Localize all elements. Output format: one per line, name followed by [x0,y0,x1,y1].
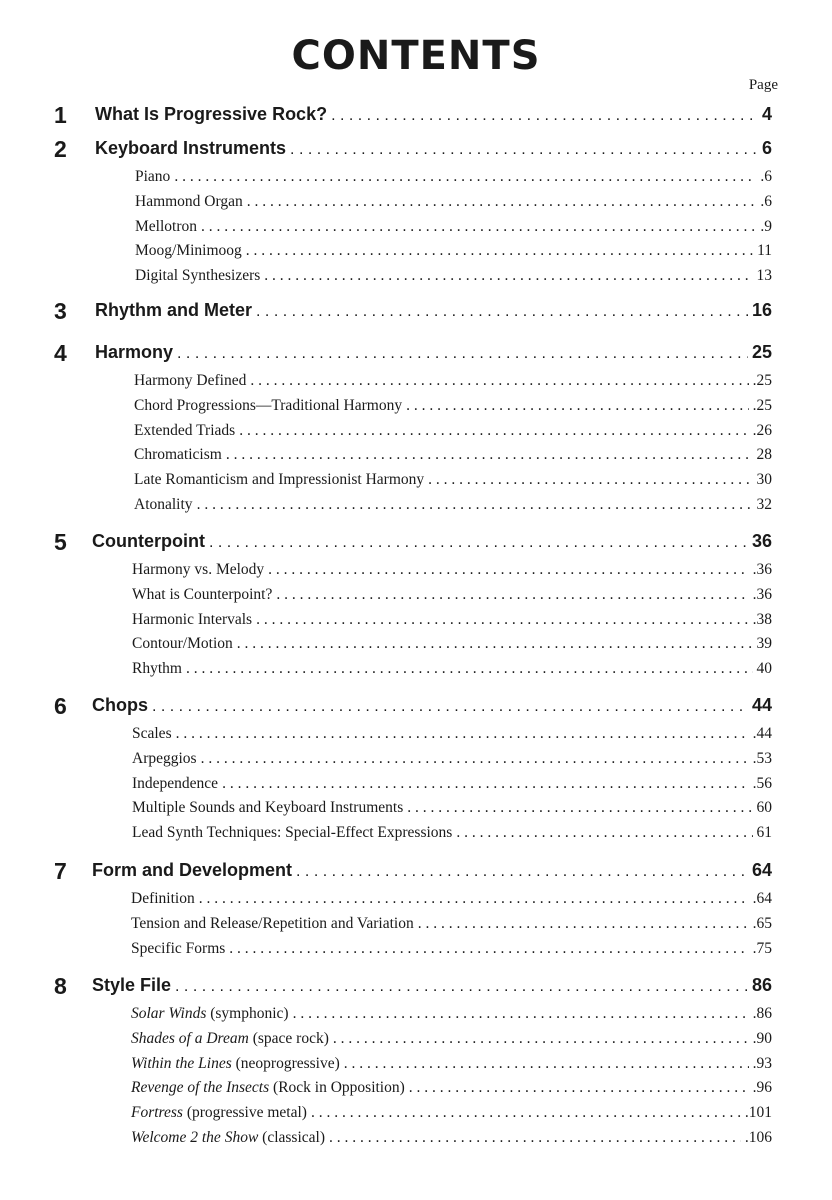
section-title-suffix: (progressive metal) [182,1104,307,1122]
section-entry [131,1055,772,1081]
dot-leader [247,193,757,211]
section-page-number: .90 [752,1029,772,1047]
dot-leader [226,446,753,464]
section-title-suffix: (classical) [258,1129,325,1146]
section-title-italic: Fortress [131,1104,183,1122]
section-title-italic: Solar Winds [131,1005,207,1022]
dot-leader [276,586,748,604]
dot-leader [176,725,749,743]
dot-leader [246,242,753,260]
page-column-label: Page [748,77,778,93]
chapter-entry [92,860,772,886]
section-title: Hammond Organ [135,192,243,210]
section-title: Extended Triads [134,421,236,439]
section-page-number: .106 [744,1129,772,1146]
section-entry [132,635,772,661]
section-page-number: .56 [752,774,772,792]
section-page-number: 30 [756,471,772,489]
dot-leader [177,342,748,363]
section-title: Piano [135,168,171,185]
dot-leader [293,1005,749,1023]
section-page-number: .101 [744,1104,772,1122]
section-title-italic: Within the Lines [131,1054,232,1072]
chapter-number: 4 [54,340,67,366]
section-entry [131,890,772,916]
dot-leader [407,799,752,817]
section-entry [134,372,772,398]
section-entry [131,1005,772,1031]
dot-leader [222,775,749,793]
chapter-number: 1 [54,102,67,128]
chapter-number: 3 [54,298,67,324]
dot-leader [296,860,748,881]
chapter-page-number: 86 [751,975,772,995]
section-page-number: .96 [752,1079,772,1097]
section-page-number: 13 [756,267,772,285]
section-page-number: .36 [752,585,772,603]
section-title: Mellotron [135,217,197,235]
section-entry [135,193,772,219]
section-entry [132,824,772,850]
section-entry [134,446,772,472]
dot-leader [229,940,748,958]
section-entry [131,1079,772,1105]
dot-leader [201,218,756,236]
section-title: Chromaticism [134,446,222,464]
section-title-italic: Revenge of the Insects [131,1079,270,1097]
chapter-title: Chops [92,695,148,715]
section-title-suffix: (neoprogressive) [231,1054,340,1072]
dot-leader [250,372,748,390]
dot-leader [409,1079,749,1097]
section-title: Digital Synthesizers [135,267,261,285]
section-title: Harmony vs. Melody [132,561,265,578]
chapter-page-number: 6 [761,138,772,158]
section-title: Atonality [134,496,193,513]
section-title: Late Romanticism and Impressionist Harmony [134,471,425,489]
dot-leader [428,471,752,489]
chapter-page-number: 25 [751,342,772,362]
chapter-number: 6 [54,693,67,719]
section-title: Lead Synth Techniques: Special-Effect Expressions [132,824,453,842]
section-title: Contour/Motion [132,635,233,653]
section-entry [134,397,772,423]
dot-leader [418,915,749,933]
chapter-entry [92,531,772,557]
chapter-title: Keyboard Instruments [95,138,287,158]
dot-leader [331,104,758,125]
section-title: Multiple Sounds and Keyboard Instruments [132,799,404,817]
section-entry [132,660,772,686]
section-title [131,1055,340,1073]
section-title-suffix: (Rock in Opposition) [269,1079,405,1097]
section-title: Tension and Release/Repetition and Variation [131,914,414,932]
dot-leader [152,695,748,716]
section-page-number: .86 [752,1005,772,1022]
section-page-number: .6 [760,168,772,185]
section-entry [135,218,772,244]
chapter-entry [95,104,772,130]
dot-leader [186,660,753,678]
section-page-number: .65 [752,914,772,932]
chapter-title: Rhythm and Meter [95,300,253,320]
chapter-title: Style File [92,975,172,995]
chapter-page-number: 36 [751,531,772,551]
chapter-entry [95,342,772,368]
section-title: Moog/Minimoog [135,242,242,260]
chapter-number: 2 [54,136,67,162]
chapter-page-number: 16 [751,300,772,320]
chapter-title: Form and Development [92,860,293,880]
section-entry [132,725,772,751]
section-page-number: 39 [756,635,772,653]
dot-leader [256,611,749,629]
chapter-number: 5 [54,529,67,555]
chapter-page-number: 44 [751,695,772,715]
section-entry [134,496,772,522]
dot-leader [237,635,753,653]
section-page-number: .25 [752,372,772,389]
chapter-entry [95,138,772,164]
section-page-number: .75 [752,939,772,957]
section-entry [134,471,772,497]
section-entry [134,422,772,448]
section-title-suffix: (symphonic) [206,1005,289,1022]
section-entry [131,1129,772,1155]
section-entry [131,940,772,966]
dot-leader [175,975,748,996]
dot-leader [239,422,748,440]
section-entry [135,168,772,194]
dot-leader [329,1129,741,1147]
dot-leader [209,531,748,552]
chapter-entry [92,975,772,1001]
section-page-number: .9 [760,217,772,235]
section-title [131,1079,405,1097]
section-entry [131,1104,772,1130]
section-title: Scales [132,725,172,742]
dot-leader [256,300,748,321]
chapter-title: Counterpoint [92,531,205,551]
section-page-number: .44 [752,725,772,742]
section-title: Harmonic Intervals [132,610,253,628]
section-entry [135,267,772,293]
section-page-number: 11 [757,242,772,260]
section-title: Definition [131,890,195,907]
chapter-number: 8 [54,973,67,999]
page-title: CONTENTS [291,33,541,79]
section-entry [132,586,772,612]
section-title [131,1005,289,1023]
section-title-italic: Welcome 2 the Show [131,1129,259,1146]
chapter-entry [92,695,772,721]
chapter-entry [95,300,772,326]
section-page-number: .25 [752,396,772,414]
chapter-title: What Is Progressive Rock? [95,104,328,124]
section-page-number: .6 [760,192,772,210]
section-page-number: .38 [752,610,772,628]
chapter-title: Harmony [95,342,174,362]
section-title: Harmony Defined [134,372,247,389]
dot-leader [174,168,756,186]
section-entry [135,242,772,268]
section-page-number: 60 [756,799,772,817]
dot-leader [268,561,748,579]
section-entry [132,775,772,801]
dot-leader [311,1104,741,1122]
chapter-number: 7 [54,858,67,884]
dot-leader [201,750,749,768]
section-title: Chord Progressions—Traditional Harmony [134,396,403,414]
section-page-number: .53 [752,749,772,767]
dot-leader [290,138,758,159]
section-page-number: .36 [752,561,772,578]
section-entry [132,750,772,776]
dot-leader [264,267,752,285]
section-title: Arpeggios [132,749,197,767]
section-entry [132,799,772,825]
section-entry [132,611,772,637]
dot-leader [344,1055,749,1073]
section-page-number: .93 [752,1054,772,1072]
section-title: Rhythm [132,660,182,678]
section-page-number: 32 [756,496,772,513]
section-page-number: 28 [756,446,772,464]
dot-leader [406,397,749,415]
section-page-number: 61 [756,824,772,842]
section-title: Specific Forms [131,939,226,957]
section-page-number: .26 [752,421,772,439]
section-title [131,1129,325,1147]
section-title: Independence [132,774,219,792]
section-page-number: .64 [752,890,772,907]
section-title-suffix: (space rock) [248,1029,329,1047]
dot-leader [199,890,749,908]
section-title-italic: Shades of a Dream [131,1029,249,1047]
section-title: What is Counterpoint? [132,585,273,603]
dot-leader [197,496,753,514]
section-entry [132,561,772,587]
dot-leader [333,1030,749,1048]
section-entry [131,1030,772,1056]
dot-leader [456,824,752,842]
section-title [131,1030,329,1048]
section-entry [131,915,772,941]
chapter-page-number: 4 [761,104,772,124]
section-page-number: 40 [756,660,772,678]
chapter-page-number: 64 [751,860,772,880]
section-title [131,1104,307,1122]
